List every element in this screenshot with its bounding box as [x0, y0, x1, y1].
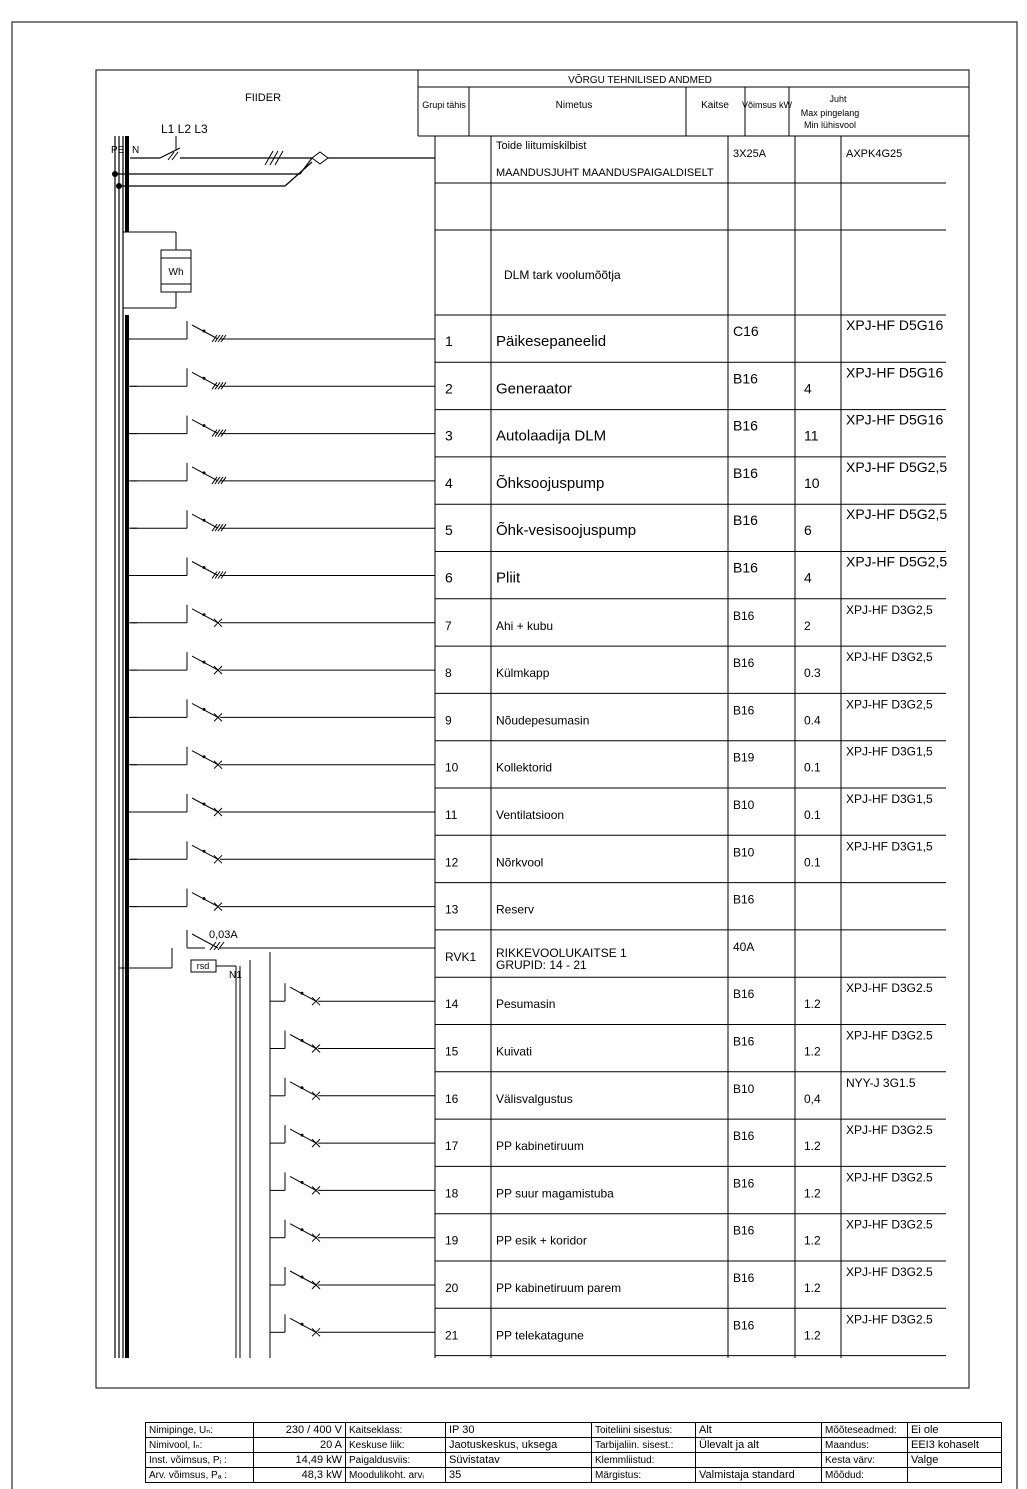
footer-value: 48,3 kW: [254, 1468, 346, 1483]
footer-value: Ülevalt ja alt: [696, 1438, 822, 1453]
col-power-header: Võimsus kW: [741, 100, 793, 110]
group-cable: XPJ-HF D3G2.5: [846, 1217, 933, 1232]
breaker-dot: [203, 661, 206, 664]
footer-label: Nimivool, Iₙ:: [146, 1438, 254, 1453]
phases-label: L1 L2 L3: [161, 122, 208, 136]
group-power: 0.1: [804, 855, 821, 870]
group-power: 1.2: [804, 1328, 821, 1343]
group-fuse: B16: [733, 1176, 755, 1191]
col-fuse-header: Kaitse: [701, 100, 729, 111]
incoming-feeder: [111, 122, 435, 186]
group-fuse: B16: [733, 656, 755, 671]
header: [96, 70, 969, 136]
group-name: Autolaadija DLM: [496, 427, 607, 445]
group-cable: XPJ-HF D3G2.5: [846, 1123, 933, 1138]
group-cable: XPJ-HF D5G2,5: [846, 553, 948, 570]
group-name: Reserv: [496, 902, 535, 917]
breaker-dot: [301, 992, 304, 995]
group-cable: XPJ-HF D5G16: [846, 411, 944, 428]
group-name: Kuivati: [496, 1044, 533, 1059]
group-id: 13: [445, 902, 459, 917]
group-power: 1.2: [804, 1044, 821, 1059]
footer-value: [696, 1453, 822, 1468]
breaker-dot: [203, 471, 206, 474]
meter-row-name: DLM tark voolumõõtja: [504, 268, 621, 282]
footer-value: Ei ole: [908, 1423, 1002, 1438]
footer-value: 35: [446, 1468, 592, 1483]
group-power: 4: [804, 569, 812, 586]
footer-label: Toiteliini sisestus:: [592, 1423, 696, 1438]
group-power: 0.1: [804, 760, 821, 775]
supply-line2: MAANDUSJUHT MAANDUSPAIGALDISELT: [496, 167, 714, 179]
group-power: 1.2: [804, 1233, 821, 1248]
footer-label: Inst. võimsus, Pᵢ :: [146, 1453, 254, 1468]
group-power: 1.2: [804, 997, 821, 1012]
footer-label: Mõõdud:: [822, 1468, 908, 1483]
footer-value: IP 30: [446, 1423, 592, 1438]
footer-table: [145, 1422, 1001, 1489]
breaker-dot: [203, 755, 206, 758]
group-power: 10: [804, 474, 820, 491]
footer-label: Märgistus:: [592, 1468, 696, 1483]
breaker-dot: [203, 519, 206, 522]
group-name: Külmkapp: [496, 666, 550, 681]
group-fuse: B16: [733, 1223, 755, 1238]
group-fuse: B16: [733, 417, 758, 434]
energy-meter: [161, 250, 191, 292]
rcd-label: rsd: [196, 961, 210, 971]
group-name: PP telekatagune: [496, 1328, 584, 1343]
footer-value: 14,49 kW: [254, 1453, 346, 1468]
group-fuse: C16: [733, 323, 759, 339]
group-power: 0,4: [804, 1091, 821, 1106]
rcd-rating: 0,03A: [209, 929, 238, 941]
breaker-dot: [301, 1086, 304, 1089]
group-id: RVK1: [445, 949, 477, 964]
group-cable: XPJ-HF D3G2.5: [846, 1312, 933, 1327]
breaker-dot: [203, 708, 206, 711]
group-id: 9: [445, 713, 452, 728]
fider-label: FIIDER: [244, 92, 282, 104]
breaker-dot: [203, 897, 206, 900]
col-group-header: Grupi tähis: [422, 100, 466, 110]
footer-row: [146, 1453, 1002, 1468]
group-fuse: B16: [733, 892, 755, 907]
breaker-dot: [203, 613, 206, 616]
group-cable: XPJ-HF D5G16: [846, 317, 944, 333]
meter-label: Wh: [168, 267, 184, 278]
group-id: 3: [445, 427, 453, 444]
group-cable: XPJ-HF D3G2.5: [846, 1028, 933, 1043]
group-fuse: B16: [733, 512, 758, 529]
group-name: Õhksoojuspump: [496, 474, 605, 492]
group-cable: XPJ-HF D3G1,5: [846, 792, 933, 806]
group-cable: XPJ-HF D5G2,5: [846, 458, 948, 475]
group-fuse: B19: [733, 750, 755, 765]
network-title: VÕRGU TEHNILISED ANDMED: [568, 75, 712, 86]
group-name: Ahi + kubu: [496, 618, 554, 633]
footer-row: [146, 1423, 1002, 1438]
group-cable: XPJ-HF D3G2.5: [846, 1170, 933, 1185]
group-cable: XPJ-HF D3G2,5: [846, 650, 933, 665]
group-name: PP kabinetiruum parem: [496, 1281, 622, 1295]
group-fuse: B16: [733, 370, 758, 387]
group-power: 0.3: [804, 666, 821, 681]
group-id: 12: [445, 855, 459, 870]
footer-value: Süvistatav: [446, 1453, 592, 1468]
group-cable: XPJ-HF D3G2.5: [846, 981, 933, 996]
group-cable: NYY-J 3G1.5: [846, 1075, 916, 1090]
group-id: 8: [445, 666, 452, 681]
group-id: 7: [445, 618, 452, 633]
group-id: 16: [445, 1091, 459, 1106]
breaker-dot: [301, 1323, 304, 1326]
breaker-dot: [203, 330, 206, 333]
group-fuse: B16: [733, 987, 755, 1002]
group-id: 19: [445, 1233, 459, 1248]
supply-line1: Toide liitumiskilbist: [496, 140, 587, 152]
group-name: Õhk-vesisoojuspump: [496, 522, 637, 540]
group-name: RIKKEVOOLUKAITSE 1: [496, 945, 627, 960]
group-power: 11: [804, 427, 819, 444]
breaker-dot: [203, 566, 206, 569]
group-id: 11: [445, 808, 458, 822]
group-power: 6: [804, 522, 812, 539]
footer-label: Paigaldusviis:: [346, 1453, 446, 1468]
breaker-dot: [301, 1276, 304, 1279]
footer-value: Valmistaja standard: [696, 1468, 822, 1483]
group-power: 2: [804, 618, 811, 633]
group-id: 20: [445, 1281, 459, 1295]
footer-label: Kesta värv:: [822, 1453, 908, 1468]
group-power: 0.1: [804, 808, 821, 822]
n-label: N: [132, 145, 140, 156]
group-cable: XPJ-HF D5G16: [846, 364, 944, 381]
group-cable: XPJ-HF D3G2.5: [846, 1265, 933, 1279]
group-fuse: B16: [733, 1271, 755, 1285]
group-id: 5: [445, 522, 453, 539]
group-power: 1.2: [804, 1139, 821, 1154]
col-cable-sub2: Min lühisvool: [803, 120, 857, 130]
footer-label: Kaitseklass:: [346, 1423, 446, 1438]
footer-label: Mõõteseadmed:: [822, 1423, 908, 1438]
footer-value: 20 A: [254, 1438, 346, 1453]
footer-value: Alt: [696, 1423, 822, 1438]
n1-label: N1: [229, 970, 242, 981]
footer-value: EEI3 kohaselt: [908, 1438, 1002, 1453]
group-fuse: B16: [733, 1318, 755, 1333]
group-id: 17: [445, 1139, 459, 1154]
group-fuse: B10: [733, 1081, 755, 1096]
footer-value: Valge: [908, 1453, 1002, 1468]
group-cable: XPJ-HF D3G2,5: [846, 602, 933, 617]
group-name: Päikesepaneelid: [496, 333, 607, 350]
group-cable: XPJ-HF D3G1,5: [846, 839, 933, 854]
group-power: 4: [804, 380, 812, 397]
group-id: 6: [445, 569, 453, 586]
group-fuse: 40A: [733, 939, 755, 954]
group-cable: XPJ-HF D3G1,5: [846, 744, 933, 759]
group-id: 2: [445, 380, 453, 397]
footer-row: [146, 1468, 1002, 1483]
group-cable: XPJ-HF D5G2,5: [846, 506, 948, 523]
breaker-dot: [301, 1228, 304, 1231]
group-name: Generaator: [496, 380, 572, 398]
pe-label: PE: [111, 145, 125, 156]
breaker-dot: [301, 1134, 304, 1137]
breaker-dot: [203, 377, 206, 380]
group-name: Pliit: [496, 569, 521, 587]
breaker-dot: [203, 850, 206, 853]
footer-label: Maandus:: [822, 1438, 908, 1453]
footer-label: Nimipinge, Uₙ:: [146, 1423, 254, 1438]
breaker-dot: [301, 1039, 304, 1042]
group-id: 1: [445, 333, 453, 349]
footer-label: Keskuse liik:: [346, 1438, 446, 1453]
group-name-sub: GRUPID: 14 - 21: [496, 957, 587, 972]
group-power: 1.2: [804, 1186, 821, 1201]
footer-value: [908, 1468, 1002, 1483]
group-fuse: B10: [733, 798, 755, 812]
group-id: 15: [445, 1044, 459, 1059]
group-name: PP kabinetiruum: [496, 1139, 584, 1154]
group-cable: XPJ-HF D3G2,5: [846, 697, 933, 712]
group-fuse: B16: [733, 464, 758, 481]
group-name: Ventilatsioon: [496, 808, 565, 822]
breaker-dot: [301, 1181, 304, 1184]
busbars: [112, 136, 176, 1358]
footer-label: Klemmliistud:: [592, 1453, 696, 1468]
group-fuse: B16: [733, 1034, 755, 1049]
footer-value: Jaotuskeskus, uksega: [446, 1438, 592, 1453]
group-fuse: B16: [733, 1129, 755, 1144]
footer-label: Arv. võimsus, Pₐ :: [146, 1468, 254, 1483]
footer-row: [146, 1438, 1002, 1453]
group-id: 18: [445, 1186, 459, 1201]
group-name: PP esik + koridor: [496, 1233, 587, 1248]
breaker-dot: [203, 424, 206, 427]
group-name: PP suur magamistuba: [496, 1186, 614, 1201]
group-name: Nõudepesumasin: [496, 713, 590, 728]
col-name-header: Nimetus: [555, 100, 593, 111]
breaker-dot: [203, 803, 206, 806]
group-name: Nõrkvool: [496, 855, 544, 870]
footer-label: Tarbijaliin. sisest.:: [592, 1438, 696, 1453]
group-power: 1.2: [804, 1281, 821, 1295]
group-fuse: B16: [733, 559, 758, 576]
group-name: Kollektorid: [496, 760, 553, 775]
footer-value: 230 / 400 V: [254, 1423, 346, 1438]
supply-fuse: 3X25A: [733, 148, 767, 160]
group-fuse: B16: [733, 608, 755, 623]
group-id: 14: [445, 997, 459, 1012]
supply-cable: AXPK4G25: [846, 148, 903, 160]
group-id: 4: [445, 474, 453, 491]
group-fuse: B16: [733, 703, 755, 718]
group-power: 0.4: [804, 713, 821, 728]
footer-label: Moodulikoht. arvᵢ: [346, 1468, 446, 1483]
group-id: 10: [445, 760, 459, 775]
col-cable-header: Juht: [829, 94, 847, 104]
group-name: Pesumasin: [496, 997, 556, 1012]
col-cable-sub1: Max pingelang: [800, 108, 860, 118]
group-name: Välisvalgustus: [496, 1091, 573, 1106]
group-id: 21: [445, 1328, 459, 1343]
group-fuse: B10: [733, 845, 755, 860]
